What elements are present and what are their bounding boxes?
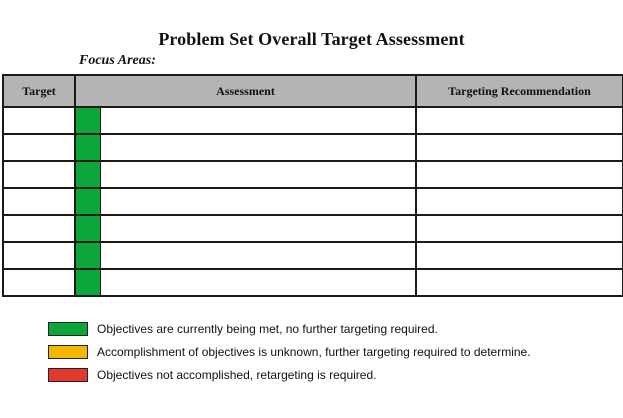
recommendation-cell[interactable]	[416, 188, 623, 215]
target-cell[interactable]	[3, 161, 75, 188]
recommendation-cell[interactable]	[416, 242, 623, 269]
legend	[48, 321, 608, 390]
column-header-assessment: Assessment	[75, 75, 416, 107]
table-body	[3, 107, 623, 296]
assessment-cell[interactable]	[75, 215, 416, 242]
assessment-table	[2, 74, 623, 297]
status-indicator	[76, 162, 101, 187]
assessment-cell[interactable]	[75, 107, 416, 134]
assessment-cell[interactable]	[75, 161, 416, 188]
table-row	[3, 215, 623, 242]
table-row	[3, 134, 623, 161]
status-indicator	[76, 270, 101, 295]
page-title: Problem Set Overall Target Assessment	[158, 29, 465, 49]
target-cell[interactable]	[3, 269, 75, 296]
target-cell[interactable]	[3, 134, 75, 161]
legend-swatch-red	[48, 368, 88, 382]
status-indicator	[76, 108, 101, 133]
focus-areas-label: Focus Areas:	[79, 53, 156, 68]
column-header-target: Target	[3, 75, 75, 107]
assessment-cell[interactable]	[75, 134, 416, 161]
legend-text: Objectives are currently being met, no further targeting required.	[97, 322, 438, 336]
recommendation-cell[interactable]	[416, 134, 623, 161]
legend-text: Accomplishment of objectives is unknown, further targeting required to determine.	[97, 345, 531, 359]
assessment-cell[interactable]	[75, 269, 416, 296]
status-indicator	[76, 135, 101, 160]
recommendation-cell[interactable]	[416, 215, 623, 242]
legend-text: Objectives not accomplished, retargeting is required.	[97, 368, 377, 382]
target-cell[interactable]	[3, 188, 75, 215]
recommendation-cell[interactable]	[416, 107, 623, 134]
table-row	[3, 107, 623, 134]
recommendation-cell[interactable]	[416, 161, 623, 188]
column-header-recommendation: Targeting Recommendation	[416, 75, 623, 107]
legend-swatch-green	[48, 322, 88, 336]
target-cell[interactable]	[3, 215, 75, 242]
status-indicator	[76, 243, 101, 268]
table-row	[3, 188, 623, 215]
recommendation-cell[interactable]	[416, 269, 623, 296]
status-indicator	[76, 216, 101, 241]
legend-item-green	[48, 321, 608, 337]
assessment-cell[interactable]	[75, 242, 416, 269]
table-row	[3, 161, 623, 188]
target-cell[interactable]	[3, 107, 75, 134]
legend-item-yellow	[48, 344, 608, 360]
legend-item-red	[48, 367, 608, 383]
target-cell[interactable]	[3, 242, 75, 269]
status-indicator	[76, 189, 101, 214]
table-row	[3, 269, 623, 296]
table-header-row	[3, 75, 623, 107]
table-row	[3, 242, 623, 269]
assessment-cell[interactable]	[75, 188, 416, 215]
legend-swatch-yellow	[48, 345, 88, 359]
